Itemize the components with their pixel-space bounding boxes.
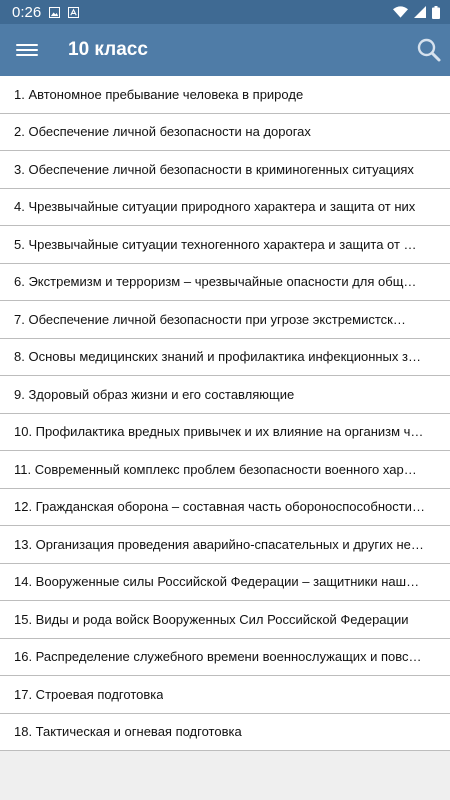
status-left xyxy=(12,4,79,21)
list-item[interactable]: 12. Гражданская оборона – составная часть обороноспособности… xyxy=(0,489,450,527)
signal-icon xyxy=(414,6,426,18)
status-bar xyxy=(0,0,450,24)
list-item[interactable]: 18. Тактическая и огневая подготовка xyxy=(0,714,450,752)
list-item[interactable]: 1. Автономное пребывание человека в природе xyxy=(0,76,450,114)
list-item[interactable]: 16. Распределение служебного времени военнослужащих и повс… xyxy=(0,639,450,677)
list-item[interactable]: 4. Чрезвычайные ситуации природного характера и защита от них xyxy=(0,189,450,227)
list-item[interactable]: 2. Обеспечение личной безопасности на дорогах xyxy=(0,114,450,152)
list-item[interactable]: 15. Виды и рода войск Вооруженных Сил Российской Федерации xyxy=(0,601,450,639)
list-item[interactable]: 10. Профилактика вредных привычек и их влияние на организм ч… xyxy=(0,414,450,452)
app-notification-icon xyxy=(68,7,79,18)
image-notification-icon xyxy=(49,7,60,18)
list-item[interactable]: 17. Строевая подготовка xyxy=(0,676,450,714)
list-item[interactable]: 6. Экстремизм и терроризм – чрезвычайные опасности для общ… xyxy=(0,264,450,302)
page-title: 10 класс xyxy=(68,39,148,60)
search-icon[interactable] xyxy=(416,37,442,63)
list-item[interactable]: 8. Основы медицинских знаний и профилактика инфекционных з… xyxy=(0,339,450,377)
list-item[interactable]: 7. Обеспечение личной безопасности при угрозе экстремистск… xyxy=(0,301,450,339)
list-item[interactable]: 3. Обеспечение личной безопасности в криминогенных ситуациях xyxy=(0,151,450,189)
status-time: 0:26 xyxy=(12,3,42,21)
status-right xyxy=(393,6,440,19)
list-item[interactable]: 13. Организация проведения аварийно-спасательных и других не… xyxy=(0,526,450,564)
list-item[interactable]: 11. Современный комплекс проблем безопасности военного хар… xyxy=(0,451,450,489)
topic-list xyxy=(0,76,450,751)
list-item[interactable]: 14. Вооруженные силы Российской Федерации – защитники наш… xyxy=(0,564,450,602)
app-bar xyxy=(0,24,450,76)
hamburger-menu-icon[interactable] xyxy=(16,40,38,60)
wifi-icon xyxy=(393,6,408,18)
list-item[interactable]: 5. Чрезвычайные ситуации техногенного характера и защита от … xyxy=(0,226,450,264)
list-item[interactable]: 9. Здоровый образ жизни и его составляющие xyxy=(0,376,450,414)
battery-icon xyxy=(432,6,440,19)
